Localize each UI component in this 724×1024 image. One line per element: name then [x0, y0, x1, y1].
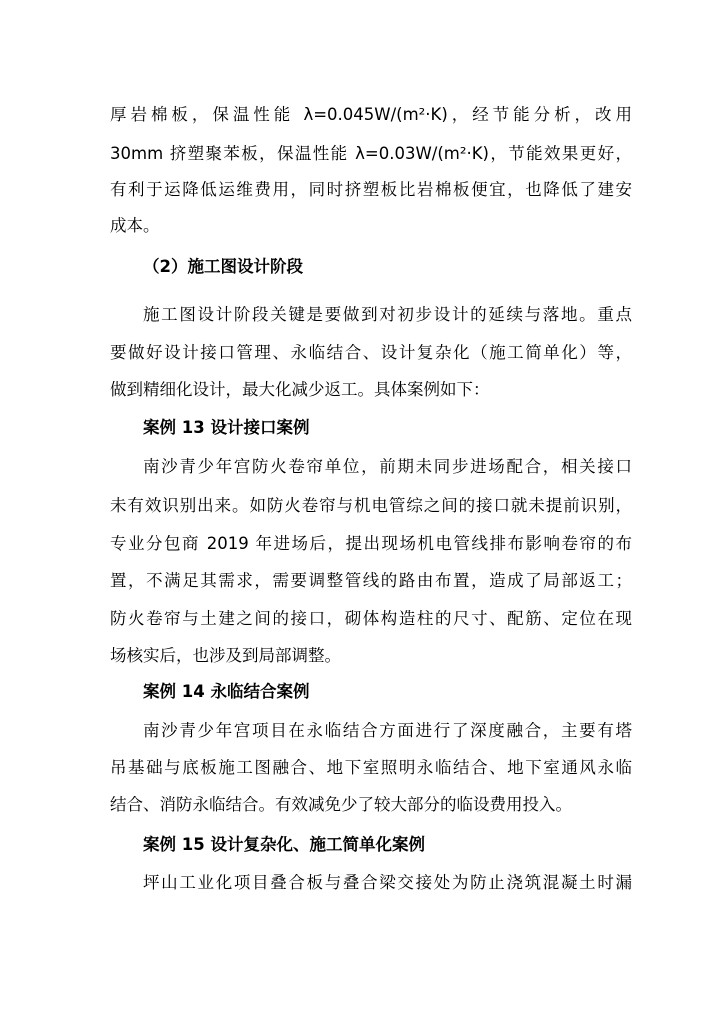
case-heading: 案例 14 永临结合案例	[143, 682, 310, 701]
body-text-line: 南沙青少年宫防火卷帘单位，前期未同步进场配合，相关接口	[143, 457, 632, 476]
body-text-line: 未有效识别出来。如防火卷帘与机电管综之间的接口就未提前识别，	[110, 496, 632, 515]
body-text-line: 施工图设计阶段关键是要做到对初步设计的延续与落地。重点	[143, 305, 632, 324]
body-text-line: 做到精细化设计，最大化减少返工。具体案例如下：	[110, 380, 490, 399]
body-text-line: 有利于运降低运维费用，同时挤塑板比岩棉板便宜，也降低了建安	[110, 180, 632, 199]
body-text-line: 坪山工业化项目叠合板与叠合梁交接处为防止浇筑混凝土时漏	[143, 873, 632, 892]
body-text-line: 成本。	[110, 216, 160, 235]
body-text-line: 南沙青少年宫项目在永临结合方面进行了深度融合，主要有塔	[143, 721, 632, 740]
section-heading: （2）施工图设计阶段	[143, 257, 303, 276]
body-text-line: 置，不满足其需求，需要调整管线的路由布置，造成了局部返工；	[110, 571, 632, 590]
case-heading: 案例 15 设计复杂化、施工简单化案例	[143, 835, 425, 854]
body-text-line: 防火卷帘与土建之间的接口，砌体构造柱的尺寸、配筋、定位在现	[110, 609, 632, 628]
body-text-line: 场核实后，也涉及到局部调整。	[110, 646, 341, 665]
body-text-line: 吊基础与底板施工图融合、地下室照明永临结合、地下室通风永临	[110, 758, 632, 777]
body-text-line: 结合、消防永临结合。有效减免少了较大部分的临设费用投入。	[110, 795, 572, 814]
body-text-line: 要做好设计接口管理、永临结合、设计复杂化（施工简单化）等，	[110, 343, 632, 362]
body-text-line: 专业分包商 2019 年进场后，提出现场机电管线排布影响卷帘的布	[110, 534, 632, 553]
case-heading: 案例 13 设计接口案例	[143, 418, 310, 437]
body-text-line: 30mm 挤塑聚苯板，保温性能 λ=0.03W/(m²·K)，节能效果更好，	[110, 144, 632, 163]
body-text-line: 厚岩棉板，保温性能 λ=0.045W/(m²·K)，经节能分析，改用	[110, 105, 632, 124]
